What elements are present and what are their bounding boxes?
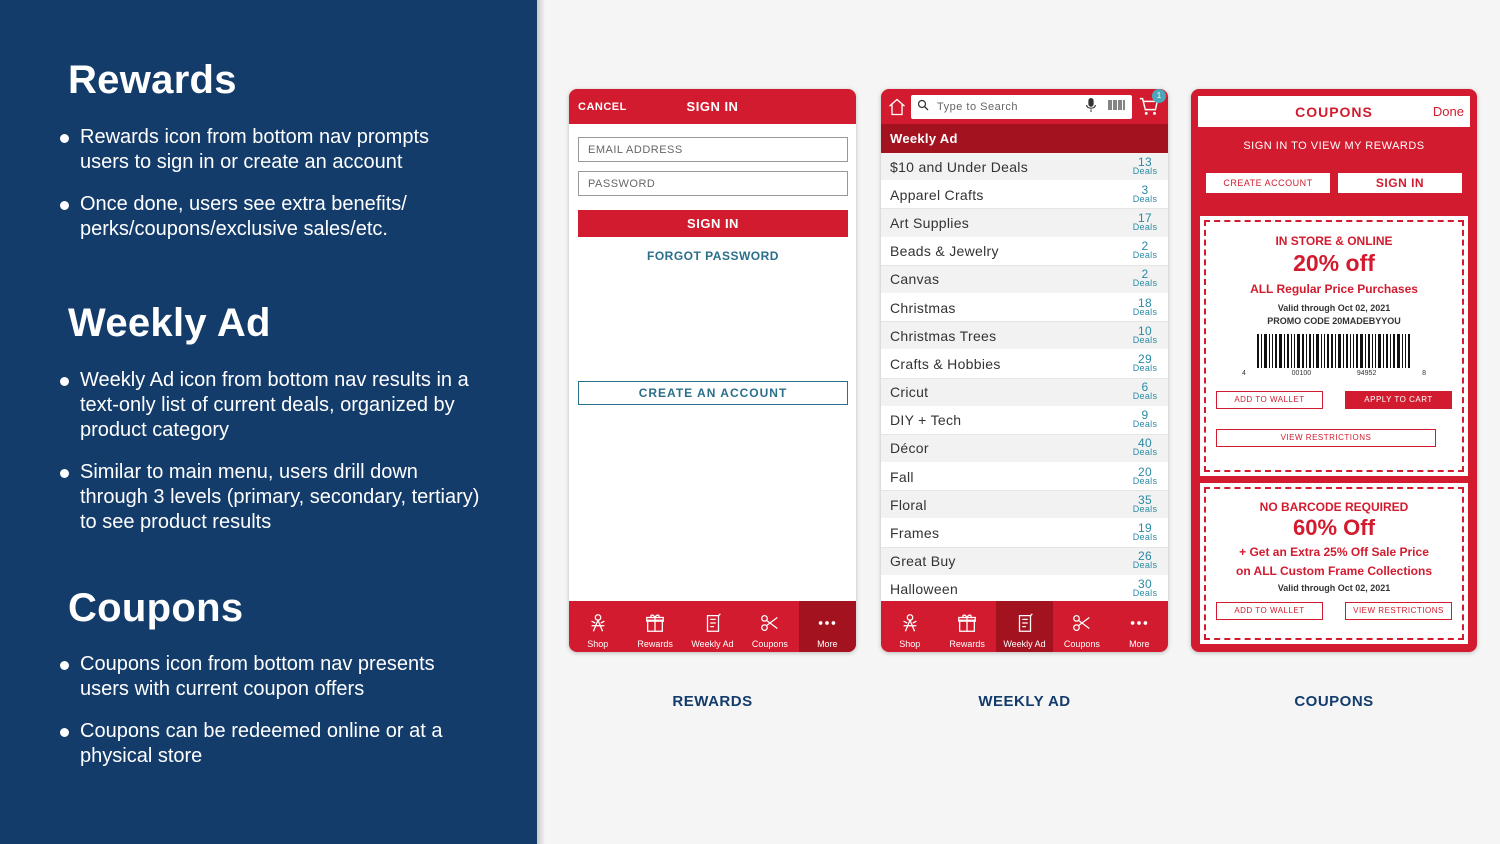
- rewards-phone: [569, 89, 856, 652]
- coupon-channel: IN STORE & ONLINE: [1275, 234, 1393, 248]
- apply-to-cart-button[interactable]: APPLY TO CART: [1345, 391, 1452, 409]
- bullet-dot: [60, 377, 69, 386]
- coupon-description-2: on ALL Custom Frame Collections: [1235, 564, 1433, 578]
- coupon-offer: 60% Off: [1293, 515, 1375, 540]
- barcode-bar: [1331, 334, 1333, 368]
- deal-category-name: Christmas: [890, 299, 956, 316]
- bullet-item: [60, 652, 480, 702]
- scissors-icon: [759, 612, 781, 634]
- deal-category-name: Cricut: [890, 384, 929, 401]
- deal-category-row[interactable]: [881, 519, 1168, 547]
- barcode-bar: [1350, 334, 1351, 368]
- barcode-bar: [1338, 334, 1341, 368]
- rewards-heading: Rewards: [68, 58, 237, 102]
- bullet-dot: [60, 661, 69, 670]
- barcode-bar: [1275, 334, 1277, 368]
- deal-count-number: 18: [1138, 295, 1152, 310]
- barcode-bar: [1302, 334, 1304, 368]
- barcode-bar: [1368, 334, 1370, 368]
- deal-count-number: 40: [1138, 436, 1152, 451]
- forgot-password-link[interactable]: FORGOT PASSWORD: [647, 249, 779, 263]
- barcode-bar: [1327, 334, 1329, 368]
- deal-count-label: Deals: [1132, 362, 1158, 373]
- shop-icon: [587, 612, 609, 634]
- gift-icon: [956, 612, 978, 634]
- deal-category-row[interactable]: [881, 576, 1168, 604]
- nav-shop[interactable]: [569, 601, 626, 652]
- home-icon[interactable]: [887, 97, 907, 117]
- coupon-validity: Valid through Oct 02, 2021: [1277, 303, 1391, 313]
- more-icon: [816, 612, 838, 634]
- search-placeholder: Type to Search: [937, 100, 1018, 113]
- rewards-bullets: [60, 125, 480, 259]
- bullet-text: Coupons icon from bottom nav presents users with current coupon offers: [80, 653, 435, 700]
- coupons-title: COUPONS: [1295, 103, 1373, 120]
- deal-count: [1131, 267, 1159, 289]
- nav-label: Coupons: [751, 639, 788, 649]
- nav-rewards[interactable]: [626, 601, 683, 652]
- deal-count: [1131, 239, 1159, 261]
- coupons-bullets: [60, 652, 480, 786]
- deal-category-name: Halloween: [890, 581, 959, 598]
- weekly-ad-icon: [1014, 612, 1036, 634]
- add-to-wallet-button[interactable]: ADD TO WALLET: [1216, 391, 1323, 409]
- barcode-bar: [1309, 334, 1311, 368]
- barcode-bar: [1372, 334, 1373, 368]
- nav-label: Rewards: [637, 639, 673, 649]
- coupon-validity: Valid through Oct 02, 2021: [1277, 583, 1391, 593]
- barcode-bar: [1287, 334, 1289, 368]
- coupon-actions: [1206, 602, 1462, 620]
- deal-category-name: Crafts & Hobbies: [890, 355, 1001, 372]
- deal-category-row[interactable]: [881, 181, 1168, 209]
- barcode-bar: [1386, 334, 1388, 368]
- nav-coupons[interactable]: [1053, 601, 1110, 652]
- deal-count: [1131, 380, 1159, 402]
- deal-count-label: Deals: [1132, 165, 1158, 176]
- deal-count-label: Deals: [1132, 532, 1158, 543]
- barcode-bar: [1360, 334, 1363, 368]
- deal-category-row[interactable]: [881, 238, 1168, 266]
- password-field[interactable]: PASSWORD: [578, 171, 848, 196]
- bullet-item: [60, 192, 480, 242]
- deal-category-row[interactable]: [881, 294, 1168, 322]
- deal-count-number: 2: [1141, 267, 1149, 282]
- deal-count: [1131, 408, 1159, 430]
- deal-count: [1131, 323, 1159, 345]
- barcode-digit: 94952: [1356, 370, 1377, 377]
- search-input[interactable]: [911, 95, 1132, 119]
- deal-category-name: Christmas Trees: [890, 327, 997, 344]
- deal-category-row[interactable]: [881, 491, 1168, 519]
- coupon-channel: NO BARCODE REQUIRED: [1259, 500, 1409, 514]
- nav-more[interactable]: [1111, 601, 1168, 652]
- barcode-bar: [1346, 334, 1348, 368]
- deal-count: [1131, 295, 1159, 317]
- barcode-bar: [1356, 334, 1358, 368]
- barcode-bar: [1343, 334, 1344, 368]
- nav-rewards[interactable]: [938, 601, 995, 652]
- bullet-item: [60, 125, 480, 175]
- bullet-dot: [60, 134, 69, 143]
- weekly-ad-title: Weekly Ad: [881, 124, 1168, 153]
- deal-category-row[interactable]: [881, 350, 1168, 378]
- barcode-scan-icon[interactable]: [1108, 99, 1126, 114]
- deal-count-number: 3: [1141, 182, 1149, 197]
- bullet-text: Similar to main menu, users drill down through 3 levels (primary, secondary, tertiary) to see product results: [80, 461, 480, 533]
- deal-count: [1131, 351, 1159, 373]
- create-account-button[interactable]: CREATE AN ACCOUNT: [578, 381, 848, 405]
- bullet-dot: [60, 201, 69, 210]
- deal-count-label: Deals: [1132, 278, 1158, 289]
- deal-count-number: 2: [1141, 239, 1149, 254]
- deal-count-label: Deals: [1132, 447, 1158, 458]
- search-icon: [917, 99, 929, 114]
- bullet-item: [60, 460, 480, 535]
- signin-prompt: SIGN IN TO VIEW MY REWARDS: [1243, 140, 1425, 152]
- barcode-bar: [1365, 334, 1366, 368]
- barcode-bar: [1378, 334, 1381, 368]
- deal-count-number: 30: [1138, 577, 1152, 592]
- nav-label: Shop: [899, 639, 921, 649]
- bullet-text: Rewards icon from bottom nav prompts users to sign in or create an account: [80, 126, 430, 173]
- info-panel: [0, 0, 537, 844]
- coupon-description: + Get an Extra 25% Off Sale Price: [1239, 545, 1429, 559]
- create-account-button[interactable]: CREATE ACCOUNT: [1206, 173, 1330, 193]
- coupon-description: ALL Regular Price Purchases: [1250, 282, 1418, 296]
- deal-count-number: 26: [1138, 549, 1152, 564]
- weekly-ad-bullets: [60, 368, 480, 552]
- deal-count: [1131, 464, 1159, 486]
- deal-category-name: Apparel Crafts: [890, 186, 984, 203]
- barcode-bar: [1390, 334, 1391, 368]
- nav-weekly-ad[interactable]: [996, 601, 1053, 652]
- barcode-bar: [1324, 334, 1325, 368]
- barcode-bar: [1284, 334, 1285, 368]
- barcode-digit: 00100: [1291, 370, 1312, 377]
- barcode-bar: [1306, 334, 1307, 368]
- deal-count-label: Deals: [1132, 250, 1158, 261]
- gift-icon: [644, 612, 666, 634]
- deal-count-label: Deals: [1132, 560, 1158, 571]
- deal-category-name: Canvas: [890, 271, 940, 288]
- deal-count: [1131, 210, 1159, 232]
- coupons-caption: COUPONS: [1294, 693, 1374, 710]
- deal-count-label: Deals: [1132, 306, 1158, 317]
- microphone-icon[interactable]: [1086, 98, 1096, 115]
- barcode-digit: 4: [1242, 370, 1246, 377]
- deal-count-label: Deals: [1132, 193, 1158, 204]
- weekly-ad-caption: WEEKLY AD: [978, 693, 1071, 710]
- nav-label: More: [1129, 639, 1150, 649]
- deal-category-name: Great Buy: [890, 553, 956, 570]
- deal-category-row[interactable]: [881, 463, 1168, 491]
- bullet-item: [60, 368, 480, 443]
- cart-icon[interactable]: [1138, 90, 1162, 119]
- barcode-bar: [1261, 334, 1262, 368]
- signin-header: [569, 89, 856, 124]
- deal-category-row[interactable]: [881, 266, 1168, 294]
- barcode-bar: [1269, 334, 1270, 368]
- bullet-dot: [60, 469, 69, 478]
- scissors-icon: [1071, 612, 1093, 634]
- deal-count-label: Deals: [1132, 221, 1158, 232]
- bullet-item: [60, 719, 480, 769]
- deal-count-number: 29: [1138, 351, 1152, 366]
- nav-weekly-ad[interactable]: [684, 601, 741, 652]
- barcode-bar: [1402, 334, 1403, 368]
- email-field[interactable]: EMAIL ADDRESS: [578, 137, 848, 162]
- bottom-nav: [569, 601, 856, 652]
- coupon-actions: [1206, 391, 1462, 409]
- promo-code: PROMO CODE 20MADEBYYOU: [1267, 316, 1401, 326]
- bullet-dot: [60, 728, 69, 737]
- nav-label: Rewards: [949, 639, 985, 649]
- nav-label: Coupons: [1063, 639, 1100, 649]
- coupon-restrictions-row: [1206, 429, 1462, 447]
- deal-count-number: 9: [1141, 408, 1149, 423]
- barcode-bar: [1335, 334, 1336, 368]
- barcode-bar: [1291, 334, 1292, 368]
- account-buttons: [1198, 173, 1470, 193]
- deal-category-row[interactable]: [881, 548, 1168, 576]
- deal-count-label: Deals: [1132, 475, 1158, 486]
- barcode-bar: [1375, 334, 1376, 368]
- deal-count-number: 17: [1138, 210, 1152, 225]
- barcode-digits: [1206, 370, 1462, 377]
- signin-button[interactable]: SIGN IN: [1338, 173, 1462, 193]
- cart-count-badge: 1: [1152, 89, 1166, 103]
- more-icon: [1128, 612, 1150, 634]
- view-restrictions-button[interactable]: VIEW RESTRICTIONS: [1216, 429, 1436, 447]
- deal-count-label: Deals: [1132, 391, 1158, 402]
- deal-category-name: $10 and Under Deals: [890, 158, 1029, 175]
- panel-shadow: [537, 0, 545, 844]
- barcode-bar: [1297, 334, 1300, 368]
- nav-coupons[interactable]: [741, 601, 798, 652]
- deal-count: [1131, 577, 1159, 599]
- deal-count: [1131, 549, 1159, 571]
- bullet-text: Coupons can be redeemed online or at a physical store: [80, 720, 443, 767]
- deal-category-row[interactable]: [881, 407, 1168, 435]
- coupon-offer: 20% off: [1293, 250, 1375, 276]
- barcode-bar: [1321, 334, 1322, 368]
- deal-count-number: 10: [1138, 323, 1152, 338]
- deal-category-name: Frames: [890, 525, 940, 542]
- bullet-text: Weekly Ad icon from bottom nav results in a text-only list of current deals, organized by product category: [80, 369, 469, 441]
- deal-count-number: 20: [1138, 464, 1152, 479]
- coupon-card: [1204, 220, 1464, 472]
- deal-count: [1131, 154, 1159, 176]
- deal-count-label: Deals: [1132, 503, 1158, 514]
- deal-category-row[interactable]: [881, 209, 1168, 237]
- nav-label: More: [817, 639, 838, 649]
- deal-count-label: Deals: [1132, 588, 1158, 599]
- signin-button[interactable]: SIGN IN: [578, 210, 848, 237]
- add-to-wallet-button[interactable]: ADD TO WALLET: [1216, 602, 1323, 620]
- deal-count: [1131, 521, 1159, 543]
- deal-category-row[interactable]: [881, 379, 1168, 407]
- deal-count: [1131, 492, 1159, 514]
- weekly-ad-phone: [881, 89, 1168, 652]
- barcode-bar: [1264, 334, 1267, 368]
- done-button[interactable]: Done: [1432, 104, 1464, 119]
- deal-category-row[interactable]: [881, 435, 1168, 463]
- signin-title: SIGN IN: [686, 99, 739, 114]
- deal-category-name: Art Supplies: [890, 214, 970, 231]
- nav-more[interactable]: [799, 601, 856, 652]
- barcode-bar: [1272, 334, 1273, 368]
- deal-count-number: 19: [1138, 521, 1152, 536]
- barcode-bar: [1383, 334, 1384, 368]
- deal-category-row[interactable]: [881, 153, 1168, 181]
- barcode-bar: [1257, 334, 1259, 368]
- barcode-bar: [1353, 334, 1354, 368]
- weekly-ad-icon: [702, 612, 724, 634]
- coupons-header: [1198, 96, 1470, 127]
- barcode-image: [1206, 334, 1462, 368]
- deals-list: [881, 153, 1168, 604]
- barcode-bar: [1316, 334, 1319, 368]
- coupons-phone: [1191, 89, 1477, 652]
- coupons-heading: Coupons: [68, 586, 244, 630]
- deal-count-label: Deals: [1132, 334, 1158, 345]
- barcode-bar: [1397, 334, 1400, 368]
- deal-category-name: Décor: [890, 440, 929, 457]
- barcode-bar: [1405, 334, 1406, 368]
- barcode-bar: [1294, 334, 1295, 368]
- bottom-nav: [881, 601, 1168, 652]
- cancel-button[interactable]: CANCEL: [578, 100, 627, 113]
- barcode-bar: [1313, 334, 1314, 368]
- weekly-ad-heading: Weekly Ad: [68, 301, 271, 345]
- barcode-bar: [1279, 334, 1282, 368]
- nav-label: Shop: [587, 639, 609, 649]
- deal-category-name: Beads & Jewelry: [890, 243, 999, 260]
- deal-count-label: Deals: [1132, 419, 1158, 430]
- nav-label: Weekly Ad: [1003, 639, 1046, 649]
- nav-shop[interactable]: [881, 601, 938, 652]
- view-restrictions-button[interactable]: VIEW RESTRICTIONS: [1345, 602, 1452, 620]
- shop-icon: [899, 612, 921, 634]
- barcode-digit: 8: [1422, 370, 1426, 377]
- search-header: [881, 89, 1168, 124]
- barcode-bar: [1408, 334, 1410, 368]
- coupon-card: [1204, 487, 1464, 640]
- coupons-content: [1198, 96, 1470, 645]
- bullet-text: Once done, users see extra benefits/ perks/coupons/exclusive sales/etc.: [80, 193, 407, 240]
- deal-count-number: 35: [1138, 492, 1152, 507]
- deal-category-name: DIY + Tech: [890, 412, 962, 429]
- nav-label: Weekly Ad: [691, 639, 734, 649]
- deal-count-number: 6: [1141, 380, 1149, 395]
- deal-category-name: Fall: [890, 468, 914, 485]
- deal-category-row[interactable]: [881, 322, 1168, 350]
- deal-count: [1131, 436, 1159, 458]
- deal-category-name: Floral: [890, 496, 927, 513]
- rewards-caption: REWARDS: [672, 693, 753, 710]
- deal-count-number: 13: [1138, 154, 1152, 169]
- barcode-bar: [1393, 334, 1395, 368]
- deal-count: [1131, 182, 1159, 204]
